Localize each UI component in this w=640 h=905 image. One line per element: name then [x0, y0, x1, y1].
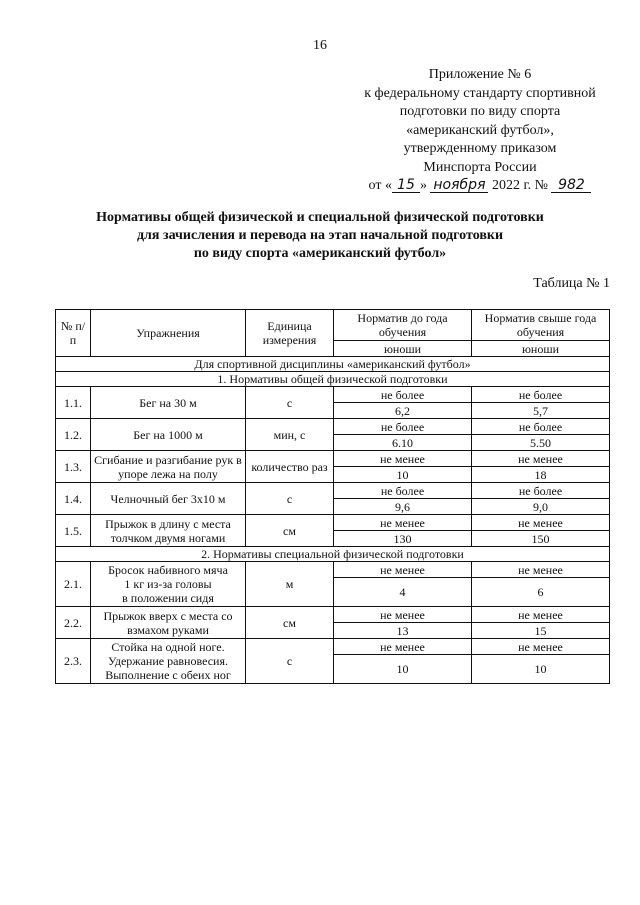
row-condition-after: не менее: [472, 515, 610, 531]
row-condition-before: не менее: [334, 607, 472, 623]
title-line: по виду спорта «американский футбол»: [193, 246, 447, 261]
row-exercise: Бег на 1000 м: [91, 419, 246, 451]
exercise-line: Удержание равновесия.: [108, 654, 228, 668]
header-before-year: Норматив до года обучения: [334, 310, 472, 341]
header-unit: Единица измерения: [246, 310, 334, 357]
row-value-after: 5.50: [472, 435, 610, 451]
row-num: 2.2.: [56, 607, 91, 639]
handwritten-day: 15: [392, 178, 420, 193]
row-value-before: 10: [334, 655, 472, 684]
row-value-before: 130: [334, 531, 472, 547]
row-condition-before: не менее: [334, 639, 472, 655]
row-value-after: 6: [472, 578, 610, 607]
appendix-block: [345, 66, 615, 196]
row-condition-after: не менее: [472, 562, 610, 578]
row-num: 2.1.: [56, 562, 91, 607]
header-exercise: Упражнения: [91, 310, 246, 357]
exercise-line: Стойка на одной ноге.: [111, 640, 225, 654]
discipline-row: Для спортивной дисциплины «американский футбол»: [56, 357, 610, 372]
row-value-before: 4: [334, 578, 472, 607]
row-value-before: 6.10: [334, 435, 472, 451]
row-value-after: 150: [472, 531, 610, 547]
row-condition-before: не более: [334, 387, 472, 403]
row-unit: с: [246, 639, 334, 684]
title-line: Нормативы общей физической и специальной физической подготовки: [96, 210, 544, 225]
row-condition-after: не более: [472, 483, 610, 499]
exercise-line: в положении сидя: [122, 591, 214, 605]
exercise-line: Бросок набивного мяча: [108, 563, 228, 577]
row-value-after: 9,0: [472, 499, 610, 515]
handwritten-month: ноября: [430, 178, 488, 193]
row-condition-before: не менее: [334, 451, 472, 467]
row-value-after: 15: [472, 623, 610, 639]
row-unit: с: [246, 387, 334, 419]
row-num: 2.3.: [56, 639, 91, 684]
row-exercise: Сгибание и разгибание рук в упоре лежа на полу: [91, 451, 246, 483]
exercise-line: Выполнение с обеих ног: [105, 668, 231, 682]
row-num: 1.1.: [56, 387, 91, 419]
header-after-year: Норматив свыше года обучения: [472, 310, 610, 341]
row-unit: с: [246, 483, 334, 515]
row-condition-after: не менее: [472, 639, 610, 655]
row-unit: см: [246, 607, 334, 639]
date-prefix: от «: [368, 178, 392, 193]
row-condition-after: не более: [472, 387, 610, 403]
appendix-line: к федеральному стандарту спортивной: [364, 85, 596, 101]
row-exercise: [91, 562, 246, 607]
page-number: 16: [313, 38, 327, 53]
row-exercise: [91, 639, 246, 684]
subheader-boys-after: юноши: [472, 341, 610, 357]
row-exercise: Прыжок в длину с места толчком двумя ногами: [91, 515, 246, 547]
row-unit: см: [246, 515, 334, 547]
norms-table: [55, 309, 610, 684]
section-general-row: 1. Нормативы общей физической подготовки: [56, 372, 610, 387]
row-exercise: Челночный бег 3x10 м: [91, 483, 246, 515]
appendix-line: Минспорта России: [423, 159, 537, 175]
row-condition-before: не менее: [334, 562, 472, 578]
row-exercise: Бег на 30 м: [91, 387, 246, 419]
date-mid: »: [419, 178, 427, 193]
row-num: 1.4.: [56, 483, 91, 515]
appendix-line: «американский футбол»,: [406, 122, 554, 138]
order-date-line: [345, 177, 615, 196]
row-value-before: 10: [334, 467, 472, 483]
row-value-before: 13: [334, 623, 472, 639]
row-condition-before: не более: [334, 483, 472, 499]
row-num: 1.2.: [56, 419, 91, 451]
row-unit: количество раз: [246, 451, 334, 483]
exercise-line: 1 кг из-за головы: [124, 577, 212, 591]
table-label: Таблица № 1: [533, 276, 610, 291]
row-condition-before: не менее: [334, 515, 472, 531]
row-condition-after: не более: [472, 419, 610, 435]
document-title: [0, 209, 640, 263]
row-value-after: 10: [472, 655, 610, 684]
row-num: 1.3.: [56, 451, 91, 483]
title-line: для зачисления и перевода на этап начальной подготовки: [136, 228, 504, 243]
row-condition-after: не менее: [472, 607, 610, 623]
row-num: 1.5.: [56, 515, 91, 547]
row-unit: мин, с: [246, 419, 334, 451]
appendix-line: подготовки по виду спорта: [399, 104, 561, 119]
row-condition-before: не более: [334, 419, 472, 435]
row-value-after: 5,7: [472, 403, 610, 419]
row-exercise: Прыжок вверх с места со взмахом руками: [91, 607, 246, 639]
header-num: № п/п: [56, 310, 91, 357]
date-year: 2022 г. №: [491, 178, 548, 193]
row-condition-after: не менее: [472, 451, 610, 467]
row-value-before: 6,2: [334, 403, 472, 419]
handwritten-order-number: 982: [551, 178, 591, 193]
appendix-title: Приложение № 6: [428, 67, 532, 82]
subheader-boys-before: юноши: [334, 341, 472, 357]
section-special-row: 2. Нормативы специальной физической подготовки: [56, 547, 610, 562]
row-value-before: 9,6: [334, 499, 472, 515]
appendix-line: утвержденному приказом: [403, 141, 557, 156]
row-value-after: 18: [472, 467, 610, 483]
row-unit: м: [246, 562, 334, 607]
